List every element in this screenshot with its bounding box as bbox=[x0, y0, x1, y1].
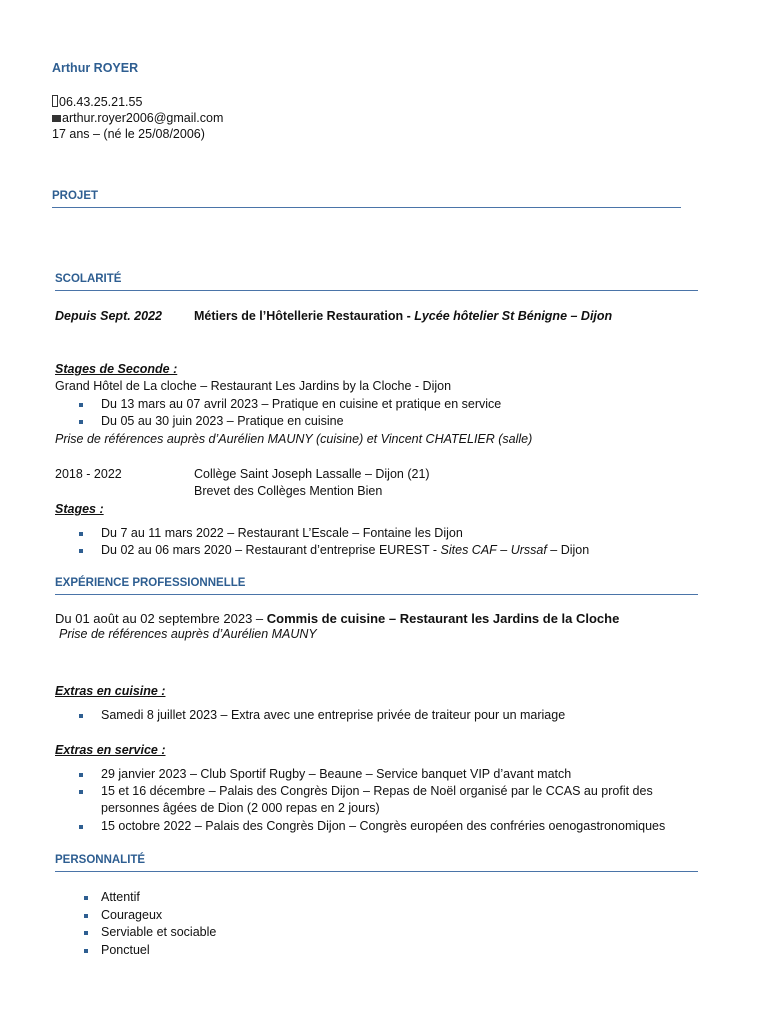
job-title: Commis de cuisine – Restaurant les Jardins de la Cloche bbox=[266, 611, 620, 626]
stage-item-part: Du 02 au 06 mars 2020 – Restaurant d’entreprise EUREST - bbox=[101, 543, 441, 557]
section-rule-personnalite bbox=[55, 871, 698, 872]
bullet-icon bbox=[79, 549, 83, 553]
bullet-icon bbox=[84, 896, 88, 900]
section-title-personnalite: PERSONNALITÉ bbox=[55, 854, 146, 866]
list-item-continuation: personnes âgées de Dion (2 000 repas en 2 jours) bbox=[101, 801, 380, 815]
list-item: Du 13 mars au 07 avril 2023 – Pratique en cuisine et pratique en service bbox=[101, 397, 502, 411]
phone-number: 06.43.25.21.55 bbox=[59, 95, 143, 109]
list-item: 29 janvier 2023 – Club Sportif Rugby – Beaune – Service banquet VIP d’avant match bbox=[101, 767, 572, 781]
stage-item-part: – bbox=[496, 543, 511, 557]
list-item: Du 7 au 11 mars 2022 – Restaurant L’Escale – Fontaine les Dijon bbox=[101, 526, 463, 540]
job-line bbox=[55, 611, 619, 626]
college-dates: 2018 - 2022 bbox=[55, 467, 122, 481]
bullet-icon bbox=[79, 714, 83, 718]
stages-seconde-title: Stages de Seconde : bbox=[55, 362, 178, 376]
job-refs: Prise de références auprès d’Aurélien MAUNY bbox=[59, 627, 317, 641]
list-item: 15 et 16 décembre – Palais des Congrès Dijon – Repas de Noël organisé par le CCAS au profit des bbox=[101, 784, 653, 798]
bullet-icon bbox=[84, 931, 88, 935]
bullet-icon bbox=[79, 825, 83, 829]
stages-title: Stages : bbox=[55, 502, 104, 516]
trait-item: Courageux bbox=[101, 908, 163, 922]
job-dates: Du 01 août au 02 septembre 2023 – bbox=[55, 611, 267, 626]
current-sep: - bbox=[403, 309, 415, 323]
stage-item-part: Sites CAF bbox=[440, 543, 497, 557]
candidate-name: Arthur ROYER bbox=[52, 61, 139, 75]
bullet-icon bbox=[84, 914, 88, 918]
extras-service-title: Extras en service : bbox=[55, 743, 166, 757]
section-rule-projet bbox=[52, 207, 681, 208]
section-title-experience: EXPÉRIENCE PROFESSIONNELLE bbox=[55, 577, 246, 589]
bullet-icon bbox=[84, 949, 88, 953]
trait-item: Serviable et sociable bbox=[101, 925, 217, 939]
extras-cuisine-title: Extras en cuisine : bbox=[55, 684, 166, 698]
section-rule-experience bbox=[55, 594, 698, 595]
bullet-icon bbox=[79, 790, 83, 794]
stages-seconde-place: Grand Hôtel de La cloche – Restaurant Les Jardins by la Cloche - Dijon bbox=[55, 379, 452, 393]
section-rule-scolarite bbox=[55, 290, 698, 291]
stage-item-part: – Dijon bbox=[546, 543, 590, 557]
stages-seconde-refs: Prise de références auprès d’Aurélien MAUNY (cuisine) et Vincent CHATELIER (salle) bbox=[55, 432, 533, 446]
age-line: 17 ans – (né le 25/08/2006) bbox=[52, 127, 205, 141]
current-school-date: Depuis Sept. 2022 bbox=[55, 309, 162, 323]
phone-line bbox=[52, 95, 142, 109]
trait-item: Ponctuel bbox=[101, 943, 150, 957]
email-line bbox=[52, 111, 223, 125]
list-item: 15 octobre 2022 – Palais des Congrès Dijon – Congrès européen des confréries oenogastronomiques bbox=[101, 819, 666, 833]
current-school-line bbox=[194, 309, 612, 323]
section-title-scolarite: SCOLARITÉ bbox=[55, 273, 122, 285]
list-item bbox=[101, 543, 589, 557]
list-item: Du 05 au 30 juin 2023 – Pratique en cuisine bbox=[101, 414, 344, 428]
bullet-icon bbox=[79, 532, 83, 536]
envelope-icon bbox=[52, 115, 61, 122]
current-school: Lycée hôtelier St Bénigne – Dijon bbox=[414, 309, 613, 323]
bullet-icon bbox=[79, 420, 83, 424]
college-diploma: Brevet des Collèges Mention Bien bbox=[194, 484, 383, 498]
current-program: Métiers de l’Hôtellerie Restauration bbox=[194, 309, 404, 323]
section-title-projet: PROJET bbox=[52, 190, 99, 202]
phone-icon bbox=[52, 95, 58, 107]
trait-item: Attentif bbox=[101, 890, 140, 904]
bullet-icon bbox=[79, 403, 83, 407]
bullet-icon bbox=[79, 773, 83, 777]
stage-item-part: Urssaf bbox=[510, 543, 547, 557]
college-name: Collège Saint Joseph Lassalle – Dijon (21) bbox=[194, 467, 430, 481]
email-address: arthur.royer2006@gmail.com bbox=[62, 111, 224, 125]
list-item: Samedi 8 juillet 2023 – Extra avec une entreprise privée de traiteur pour un mariage bbox=[101, 708, 566, 722]
